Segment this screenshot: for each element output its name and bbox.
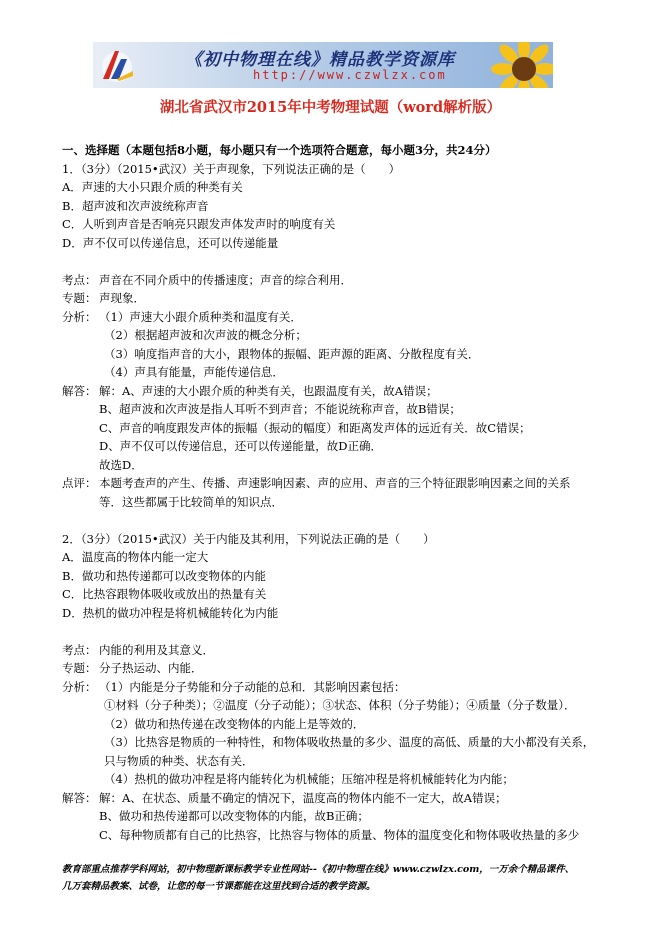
jieda-row — [62, 382, 622, 401]
fenxi-line: ①材料（分子种类）；②温度（分子动能）；③状态、体积（分子势能）；④质量（分子数量）． — [104, 698, 576, 712]
fenxi-row — [62, 308, 622, 327]
footer-note — [62, 861, 622, 895]
jieda-line: C、声音的响度跟发声体的振幅（振动的幅度）和距离发声体的远近有关．故C错误； — [99, 420, 531, 435]
option-d: D．热机的做功冲程是将机械能转化为内能 — [62, 605, 279, 620]
question-stem: 2．（3分）（2015•武汉）关于内能及其利用，下列说法正确的是（ ） — [62, 531, 435, 546]
fenxi-line: （3）比热容是物质的一种特性，和物体吸收热量的多少、温度的高低、质量的大小都没有关系， — [104, 735, 595, 749]
option-d: D．声不仅可以传递信息，还可以传递能量 — [62, 235, 279, 250]
jieda-text: 解：A、在状态、质量不确定的情况下，温度高的物体内能不一定大，故A错误； — [99, 790, 507, 805]
kaodian-label: 考点： — [62, 272, 97, 287]
zhuanti-row — [62, 659, 622, 678]
jieda-label: 解答： — [62, 790, 97, 805]
sunflower-icon — [489, 42, 553, 88]
fenxi-text: （1）内能是分子势能和分子动能的总和．其影响因素包括： — [99, 679, 406, 694]
jieda-line: B、做功和热传递都可以改变物体的内能，故B正确； — [99, 809, 369, 823]
section-heading: 一、选择题（本题包括8小题，每小题只有一个选项符合题意，每小题3分，共24分） — [62, 143, 497, 157]
site-logo-icon — [97, 45, 137, 85]
header-banner — [93, 42, 553, 88]
kaodian-row — [62, 641, 622, 660]
dianping-text: 本题考查声的产生、传播、声速影响因素、声的应用、声音的三个特征跟影响因素之间的关系 — [99, 476, 571, 490]
footer-line: 教育部重点推荐学科网站，初中物理新课标教学专业性网站--《初中物理在线》www.czwlzx.com，一万余个精品课件、 — [62, 864, 575, 875]
zhuanti-label: 专题： — [62, 291, 97, 305]
option-a: A．声速的大小只跟介质的种类有关 — [62, 180, 243, 194]
dianping-line: 等．这些都属于比较简单的知识点． — [99, 494, 283, 509]
dianping-row — [62, 474, 622, 493]
option-b: B．超声波和次声波统称声音 — [62, 198, 209, 213]
fenxi-line: （2）根据超声波和次声波的概念分析； — [104, 328, 307, 342]
fenxi-label: 分析： — [62, 679, 97, 694]
jieda-line: 故选D． — [99, 457, 143, 472]
banner-title: 《初中物理在线》精品教学资源库 — [185, 50, 455, 70]
fenxi-line: （3）响度指声音的大小，跟物体的振幅、距声源的距离、分散程度有关． — [104, 346, 480, 361]
kaodian-label: 考点： — [62, 642, 97, 657]
fenxi-row — [62, 678, 622, 697]
question-stem: 1．（3分）（2015•武汉）关于声现象，下列说法正确的是（ ） — [62, 161, 401, 176]
banner-url[interactable]: http://www.czwlzx.com — [253, 68, 447, 82]
zhuanti-label: 专题： — [62, 661, 97, 675]
kaodian-text: 声音在不同介质中的传播速度；声音的综合利用． — [99, 272, 352, 287]
jieda-line: C、每种物质都有自己的比热容，比热容与物体的质量、物体的温度变化和物体吸收热量的多少 — [99, 827, 580, 842]
jieda-line: B、超声波和次声波是指人耳听不到声音；不能说统称声音，故B错误； — [99, 402, 461, 416]
fenxi-line: （2）做功和热传递在改变物体的内能上是等效的． — [104, 716, 365, 731]
fenxi-line: （4）声具有能量，声能传递信息． — [104, 365, 284, 379]
kaodian-row — [62, 271, 622, 290]
kaodian-text: 内能的利用及其意义． — [99, 642, 214, 657]
option-c: C．比热容跟物体吸收或放出的热量有关 — [62, 587, 267, 601]
zhuanti-text: 声现象． — [99, 291, 145, 305]
zhuanti-text: 分子热运动、内能． — [99, 661, 203, 675]
jieda-text: 解：A、声速的大小跟介质的种类有关，也跟温度有关，故A错误； — [99, 383, 438, 398]
jieda-line: D、声不仅可以传递信息，还可以传递能量，故D正确． — [99, 439, 382, 453]
option-b: B．做功和热传递都可以改变物体的内能 — [62, 568, 266, 583]
fenxi-line: 只与物质的种类、状态有关． — [104, 753, 254, 768]
dianping-label: 点评： — [62, 476, 97, 490]
document-body — [62, 141, 622, 844]
fenxi-text: （1）声速大小跟介质种类和温度有关． — [99, 309, 302, 324]
fenxi-line: （4）热机的做功冲程是将内能转化为机械能；压缩冲程是将机械能转化为内能； — [104, 772, 514, 786]
option-a: A．温度高的物体内能一定大 — [62, 550, 209, 564]
jieda-row — [62, 789, 622, 808]
footer-line: 几万套精品教案、试卷，让您的每一节课都能在这里找到合适的教学资源。 — [62, 881, 376, 892]
document-title: 湖北省武汉市2015年中考物理试题（word解析版） — [159, 99, 502, 116]
zhuanti-row — [62, 289, 622, 308]
jieda-label: 解答： — [62, 383, 97, 398]
option-c: C．人听到声音是否响亮只跟发声体发声时的响度有关 — [62, 217, 336, 231]
fenxi-label: 分析： — [62, 309, 97, 324]
